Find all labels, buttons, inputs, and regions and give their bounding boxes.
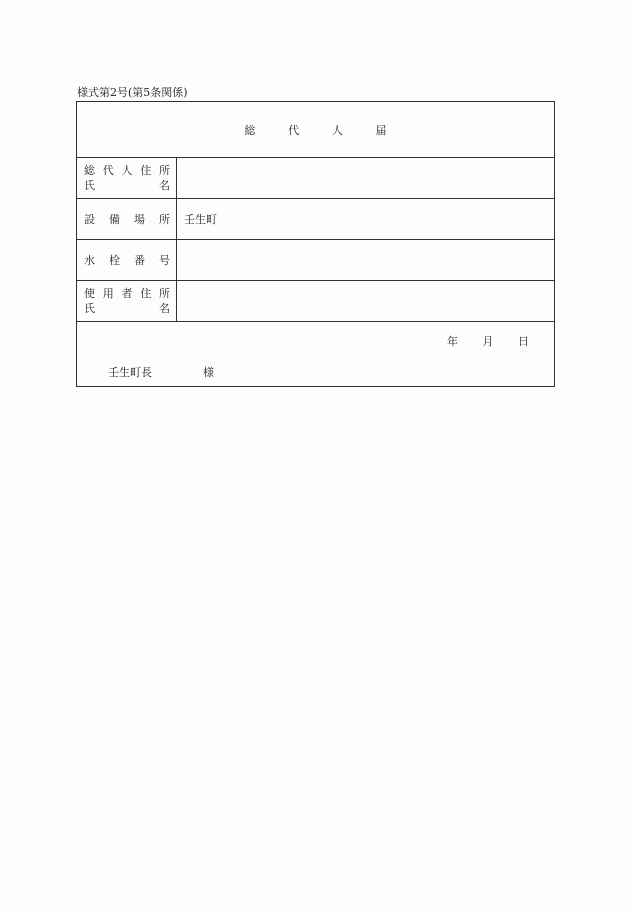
footer-row xyxy=(77,321,554,386)
field-label-location xyxy=(77,199,177,239)
date-line xyxy=(447,333,529,349)
form-heading xyxy=(245,122,387,138)
recipient: 壬生町長 xyxy=(108,366,152,379)
field-row-user xyxy=(77,280,554,321)
field-label-representative xyxy=(77,158,177,198)
label-char: 設 xyxy=(84,212,95,226)
heading-char: 人 xyxy=(331,123,343,137)
label-char: 住 xyxy=(140,164,152,177)
day-unit: 日 xyxy=(518,335,529,348)
heading-char: 総 xyxy=(244,123,256,137)
label-char: 所 xyxy=(159,164,170,177)
form-title: 様式第2号(第5条関係) xyxy=(77,86,188,99)
field-label-user xyxy=(77,281,177,321)
label-char: 場 xyxy=(134,212,145,226)
label-char: 者 xyxy=(121,287,133,300)
label-char: 所 xyxy=(159,212,170,226)
heading-row xyxy=(77,102,554,157)
label-char: 住 xyxy=(140,287,152,300)
label-char: 氏 xyxy=(84,302,95,315)
label-char: 代 xyxy=(102,164,114,177)
label-char: 名 xyxy=(159,302,170,315)
label-char: 所 xyxy=(159,287,170,300)
month-unit: 月 xyxy=(482,335,494,348)
field-value-user[interactable] xyxy=(177,281,554,321)
label-char: 氏 xyxy=(84,179,95,192)
heading-char: 届 xyxy=(375,123,387,137)
field-label-faucet-number xyxy=(77,240,177,280)
label-char: 使 xyxy=(84,287,95,300)
label-char: 総 xyxy=(84,164,95,177)
field-value-faucet-number[interactable] xyxy=(177,240,554,280)
label-char: 人 xyxy=(121,164,133,177)
label-char: 栓 xyxy=(109,253,120,267)
label-char: 水 xyxy=(84,253,95,267)
year-unit: 年 xyxy=(447,335,458,348)
label-char: 号 xyxy=(159,253,170,267)
field-value-representative[interactable] xyxy=(177,158,554,198)
field-row-location xyxy=(77,198,554,239)
heading-char: 代 xyxy=(288,123,300,137)
label-char: 番 xyxy=(134,253,145,267)
honorific: 様 xyxy=(203,366,214,379)
label-char: 名 xyxy=(159,179,170,192)
label-char: 用 xyxy=(102,287,114,300)
label-char: 備 xyxy=(109,212,120,226)
field-row-faucet-number xyxy=(77,239,554,280)
field-row-representative xyxy=(77,157,554,198)
notification-form xyxy=(76,101,555,387)
field-value-location[interactable]: 壬生町 xyxy=(184,213,217,226)
